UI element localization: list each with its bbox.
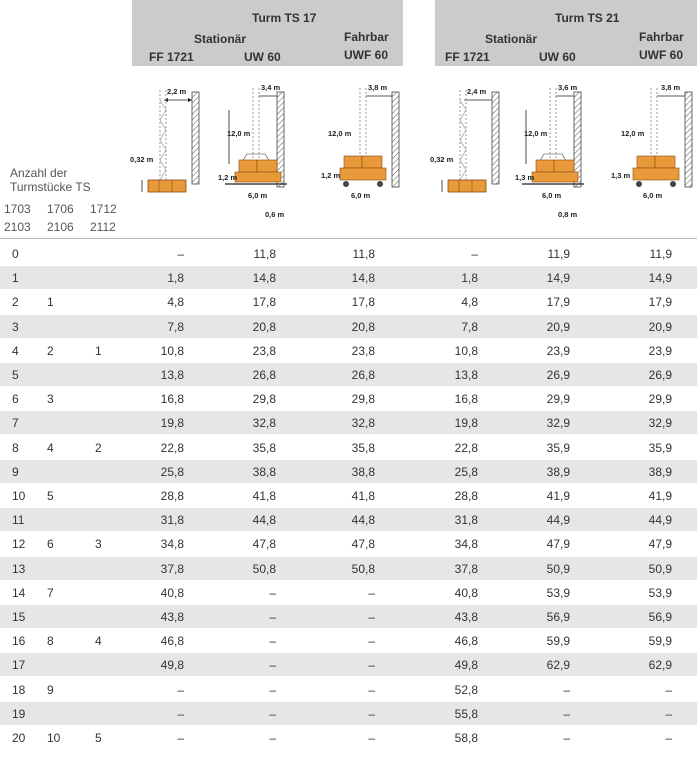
table-row [0,411,697,434]
table-cell: 47,8 [252,537,276,552]
table-row [0,508,697,531]
table-cell: – [269,585,276,600]
table-cell: – [665,731,672,745]
table-cell: 10,8 [454,343,478,358]
table-cell: 1 [95,343,102,358]
dim-top-ts21-uwf: 3,8 m [661,83,681,92]
table-cell: – [665,682,672,697]
diagram-ts21-uwf60 [609,80,697,205]
dim-width-ts21-uwf: 6,0 m [643,191,663,200]
table-cell: 23,9 [546,343,570,358]
table-cell: 7 [12,416,19,431]
dim-top-ts21-uw: 3,6 m [558,83,578,92]
table-row [0,387,697,410]
table-cell: 46,8 [160,634,184,649]
table-cell: – [471,247,478,261]
table-cell: 41,8 [351,489,375,503]
table-cell: 10 [12,489,26,503]
table-cell: 23,8 [252,343,276,358]
table-row [0,242,697,265]
table-cell: 43,8 [454,610,478,624]
table-row [0,363,697,386]
table-cell: 11,9 [547,247,570,261]
table-row [0,726,697,749]
ts17-col-uwf60: UWF 60 [344,48,389,62]
diagram-ts21-uw60 [512,80,602,220]
table-cell: 15 [12,610,26,624]
table-cell: 32,8 [351,416,375,431]
dim-height-ts17-ff: 0,32 m [130,155,154,164]
dim-base-ts21-uw: 1,3 m [515,173,535,182]
table-cell: 14 [12,585,26,600]
table-row [0,605,697,628]
table-cell: 16,8 [160,392,184,407]
table-cell: – [177,706,184,721]
table-cell: 9 [47,682,54,697]
table-cell: – [368,634,375,649]
table-cell: 44,8 [351,513,375,528]
ts21-stationaer: Stationär [485,32,538,46]
table-cell: 38,8 [351,464,375,479]
table-cell: 35,9 [546,440,570,455]
table-cell: – [368,658,375,673]
ts21-fahrbar: Fahrbar [639,30,684,44]
table-row [0,557,697,580]
table-cell: – [368,731,375,745]
table-cell: 43,8 [160,610,184,624]
table-cell: 49,8 [454,658,478,673]
table-cell: 20,8 [252,319,276,334]
table-cell: 9 [12,464,19,479]
table-cell: 14,9 [648,271,672,286]
table-cell: 29,9 [546,392,570,407]
table-cell: 20 [12,731,26,745]
dim-extra-ts17-uw: 0,6 m [265,210,285,219]
table-cell: 11,9 [649,247,672,261]
table-cell: 10,8 [160,343,184,358]
table-cell: 44,9 [546,513,570,528]
ts21-col-uw60: UW 60 [539,50,576,64]
ts21-col-ff1721: FF 1721 [445,50,490,64]
table-cell: – [269,610,276,624]
table-cell: 13 [12,561,26,576]
table-cell: 38,9 [546,464,570,479]
table-cell: 10 [47,731,61,745]
ts21-title: Turm TS 21 [555,11,620,25]
table-cell: 32,9 [546,416,570,431]
table-cell: 38,9 [648,464,672,479]
table-cell: – [368,706,375,721]
table-row [0,532,697,555]
table-cell: 5 [47,489,54,503]
table-cell: 3 [47,392,54,407]
table-row [0,484,697,507]
table-cell: – [269,731,276,745]
table-cell: 14,8 [351,271,375,286]
ts17-stationaer: Stationär [194,32,247,46]
table-cell: 11 [12,513,25,528]
table-cell: 41,9 [648,489,672,503]
table-cell: 47,9 [648,537,672,552]
ts17-col-ff1721: FF 1721 [149,50,194,64]
table-cell: 1 [47,295,54,310]
table-cell: – [563,731,570,745]
ts21-col-uwf60: UWF 60 [639,48,684,62]
table-cell: 8 [47,634,54,649]
dim-height-ts21-ff: 0,32 m [430,155,454,164]
table-cell: 0 [12,247,19,261]
table-cell: – [177,247,184,261]
code-2112: 2112 [90,220,116,234]
table-cell: 23,8 [351,343,375,358]
table-cell: 31,8 [160,513,184,528]
table-row [0,290,697,313]
table-row [0,629,697,652]
table-cell: 32,9 [648,416,672,431]
table-cell: 11,8 [253,247,276,261]
table-cell: 32,8 [252,416,276,431]
table-cell: 13,8 [160,368,184,382]
table-cell: 16,8 [454,392,478,407]
table-cell: 19,8 [160,416,184,431]
table-cell: 56,9 [546,610,570,624]
table-row [0,315,697,338]
table-row [0,339,697,362]
table-cell: 29,8 [252,392,276,407]
table-cell: – [269,682,276,697]
table-cell: 12 [12,537,26,552]
table-cell: 8 [12,440,19,455]
code-2106: 2106 [47,220,74,234]
header-ts17 [132,0,403,66]
table-cell: – [563,682,570,697]
table-cell: 23,9 [648,343,672,358]
code-1712: 1712 [90,202,117,216]
ts17-title: Turm TS 17 [252,11,317,25]
table-cell: 4,8 [167,295,184,310]
table-cell: 52,8 [454,682,478,697]
table-cell: 47,8 [351,537,375,552]
table-cell: 26,9 [546,368,570,382]
table-cell: 58,8 [454,731,478,745]
table-row [0,266,697,289]
table-row [0,436,697,459]
table-row [0,653,697,676]
table-cell: 26,9 [648,368,672,382]
dim-base-ts17-uw: 1,2 m [218,173,238,182]
table-cell: 3 [95,537,102,552]
header-separator [0,238,697,239]
table-cell: 26,8 [252,368,276,382]
table-cell: 22,8 [454,440,478,455]
diagram-ts17-uwf60 [318,80,408,205]
table-cell: 31,8 [454,513,478,528]
dim-width-ts17-uwf: 6,0 m [351,191,371,200]
table-cell: 56,9 [648,610,672,624]
dim-top-ts17-ff: 2,2 m [167,87,187,96]
table-cell: 17,9 [648,295,672,310]
dim-extra-ts21-uw: 0,8 m [558,210,578,219]
table-cell: 4 [95,634,102,649]
table-cell: 41,8 [252,489,276,503]
table-cell: 20,9 [648,319,672,334]
table-cell: 14,8 [252,271,276,286]
table-cell: 28,8 [454,489,478,503]
table-cell: 28,8 [160,489,184,503]
table-cell: 6 [12,392,19,407]
table-cell: – [563,706,570,721]
table-cell: 1,8 [461,271,478,286]
dim-top-ts17-uw: 3,4 m [261,83,281,92]
turmstuecke-label-line2: Turmstücke TS [10,180,91,194]
table-cell: – [177,682,184,697]
table-row [0,678,697,701]
table-cell: 7,8 [461,319,478,334]
table-cell: 1,8 [167,271,184,286]
table-cell: 40,8 [454,585,478,600]
table-cell: 4 [12,343,19,358]
table-cell: 7 [47,585,54,600]
table-cell: 3 [12,319,19,334]
ts17-col-uw60: UW 60 [244,50,281,64]
table-cell: 2 [47,343,54,358]
table-row [0,581,697,604]
table-cell: – [368,585,375,600]
dim-width-ts21-uw: 6,0 m [542,191,562,200]
turmstuecke-label-line1: Anzahl der [10,166,68,180]
table-cell: 2 [12,295,19,310]
table-cell: 25,8 [454,464,478,479]
table-cell: – [269,706,276,721]
table-cell: 37,8 [160,561,184,576]
dim-top-ts21-ff: 2,4 m [467,87,487,96]
table-cell: 1 [12,271,19,286]
dim-height-ts17-uwf: 12,0 m [328,129,352,138]
dim-top-ts17-uwf: 3,8 m [368,83,388,92]
diagram-ts21-ff1721 [430,80,505,200]
table-cell: 17 [12,658,26,673]
table-cell: 17,8 [252,295,276,310]
table-cell: 53,9 [546,585,570,600]
table-row [0,702,697,725]
table-cell: 53,9 [648,585,672,600]
table-cell: 50,8 [252,561,276,576]
table-cell: 5 [95,731,102,745]
table-cell: 34,8 [454,537,478,552]
table-cell: 46,8 [454,634,478,649]
table-cell: – [177,731,184,745]
table-cell: 35,9 [648,440,672,455]
table-cell: 59,9 [546,634,570,649]
table-cell: 47,9 [546,537,570,552]
table-cell: 19,8 [454,416,478,431]
table-cell: 41,9 [546,489,570,503]
table-cell: 17,9 [546,295,570,310]
table-cell: 62,9 [648,658,672,673]
dim-width-ts17-uw: 6,0 m [248,191,268,200]
table-cell: 18 [12,682,26,697]
table-cell: 11,8 [352,247,375,261]
table-cell: 50,9 [648,561,672,576]
table-cell: 35,8 [252,440,276,455]
table-cell: 37,8 [454,561,478,576]
table-cell: 2 [95,440,102,455]
table-cell: 59,9 [648,634,672,649]
table-cell: 38,8 [252,464,276,479]
table-cell: 26,8 [351,368,375,382]
table-cell: 17,8 [351,295,375,310]
table-cell: 13,8 [454,368,478,382]
diagram-ts17-uw60 [215,80,305,220]
table-cell: 6 [47,537,54,552]
table-cell: 40,8 [160,585,184,600]
dim-height-ts17-uw: 12,0 m [227,129,251,138]
table-cell: 44,9 [648,513,672,528]
header-ts21 [435,0,697,66]
table-cell: 34,8 [160,537,184,552]
table-cell: 55,8 [454,706,478,721]
table-cell: – [665,706,672,721]
ts17-fahrbar: Fahrbar [344,30,389,44]
dim-base-ts21-uwf: 1,3 m [611,171,631,180]
code-1706: 1706 [47,202,74,216]
table-cell: 14,9 [546,271,570,286]
diagram-ts17-ff1721 [130,80,205,200]
table-cell: 29,9 [648,392,672,407]
table-cell: 4 [47,440,54,455]
table-cell: – [269,658,276,673]
table-cell: 20,9 [546,319,570,334]
table-cell: 22,8 [160,440,184,455]
table-cell: 5 [12,368,19,382]
code-2103: 2103 [4,220,31,234]
table-row [0,460,697,483]
table-cell: 7,8 [167,319,184,334]
dim-height-ts21-uw: 12,0 m [524,129,548,138]
table-cell: – [368,610,375,624]
table-cell: 35,8 [351,440,375,455]
table-cell: 19 [12,706,26,721]
table-cell: – [269,634,276,649]
dim-height-ts21-uwf: 12,0 m [621,129,645,138]
table-cell: 25,8 [160,464,184,479]
table-cell: 20,8 [351,319,375,334]
code-1703: 1703 [4,202,31,216]
table-cell: – [368,682,375,697]
table-cell: 49,8 [160,658,184,673]
table-cell: 16 [12,634,26,649]
dim-base-ts17-uwf: 1,2 m [321,171,341,180]
table-cell: 29,8 [351,392,375,407]
table-cell: 50,9 [546,561,570,576]
table-cell: 62,9 [546,658,570,673]
table-cell: 4,8 [461,295,478,310]
table-cell: 44,8 [252,513,276,528]
table-cell: 50,8 [351,561,375,576]
